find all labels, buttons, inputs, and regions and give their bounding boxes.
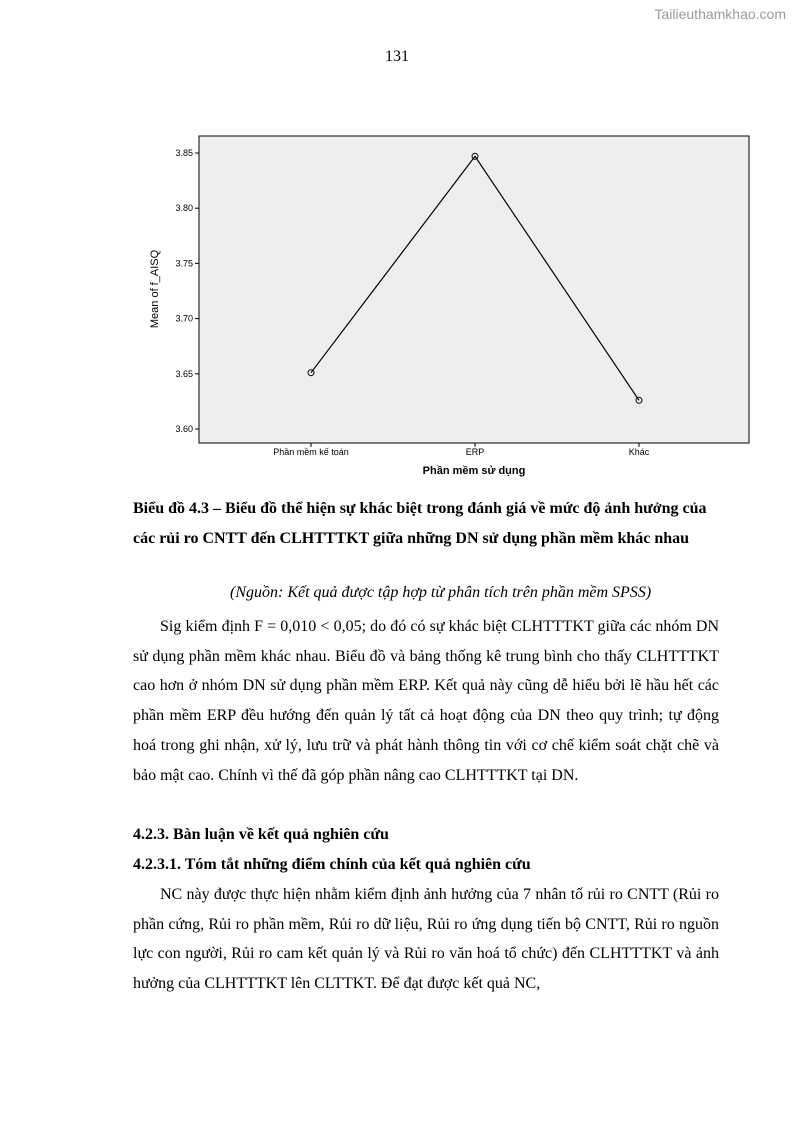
x-tick-label: ERP [465, 447, 485, 457]
y-tick-label: 3.65 [175, 368, 193, 379]
paragraph-research-summary: NC này được thực hiện nhằm kiểm định ảnh hưởng của 7 nhân tố rủi ro CNTT (Rủi ro phần cứng, Rủi ro phần mềm, Rủi ro dữ liệu, Rủi ro ứng dụng tiến bộ CNTT, Rủi ro nguồn lực con người, Rủi ro cam kết quản lý và Rủi ro văn hoá tổ chức) đến CLHTTTKT và ảnh hưởng của CLHTTTKT lên CLTTKT. Để đạt được kết quả NC, [133, 886, 719, 993]
section-heading-4-2-3: 4.2.3. Bàn luận về kết quả nghiên cứu [133, 826, 389, 843]
y-axis-label: Mean of f_AISQ [149, 249, 161, 329]
y-tick-label: 3.75 [175, 258, 193, 269]
watermark: Tailieuthamkhao.com [654, 6, 786, 22]
page-number: 131 [385, 48, 409, 65]
x-tick-label: Phần mềm kế toán [273, 447, 349, 457]
mean-plot-chart [128, 126, 758, 481]
figure-source: (Nguồn: Kết quả được tập hợp từ phân tích trên phần mềm SPSS) [230, 584, 652, 601]
y-tick-label: 3.80 [175, 203, 193, 214]
plot-area [199, 136, 749, 443]
paragraph-anova-result: Sig kiểm định F = 0,010 < 0,05; do đó có sự khác biệt CLHTTTKT giữa các nhóm DN sử dụng phần mềm khác nhau. Biểu đồ và bảng thống kê trung bình cho thấy CLHTTTKT cao hơn ở nhóm DN sử dụng phần mềm ERP. Kết quả này cũng dễ hiểu bởi lẽ hầu hết các phần mềm ERP đều hướng đến quản lý tất cả hoạt động của DN theo quy trình; tự động hoá trong ghi nhận, xử lý, lưu trữ và phát hành thông tin với cơ chế kiểm soát chặt chẽ và bảo mật cao. Chính vì thế đã góp phần nâng cao CLHTTTKT tại DN. [133, 618, 719, 784]
y-tick-label: 3.70 [175, 313, 193, 324]
y-tick-label: 3.60 [175, 424, 193, 434]
x-tick-label: Khác [628, 447, 650, 457]
figure-caption: Biểu đồ 4.3 – Biểu đồ thể hiện sự khác biệt trong đánh giá về mức độ ảnh hưởng của các rủi ro CNTT đến CLHTTTKT giữa những DN sử dụng phần mềm khác nhau [133, 500, 707, 547]
y-tick-label: 3.85 [175, 148, 193, 158]
section-heading-4-2-3-1: 4.2.3.1. Tóm tắt những điểm chính của kết quả nghiên cứu [133, 856, 531, 873]
x-axis-label: Phần mềm sử dụng [422, 465, 526, 477]
